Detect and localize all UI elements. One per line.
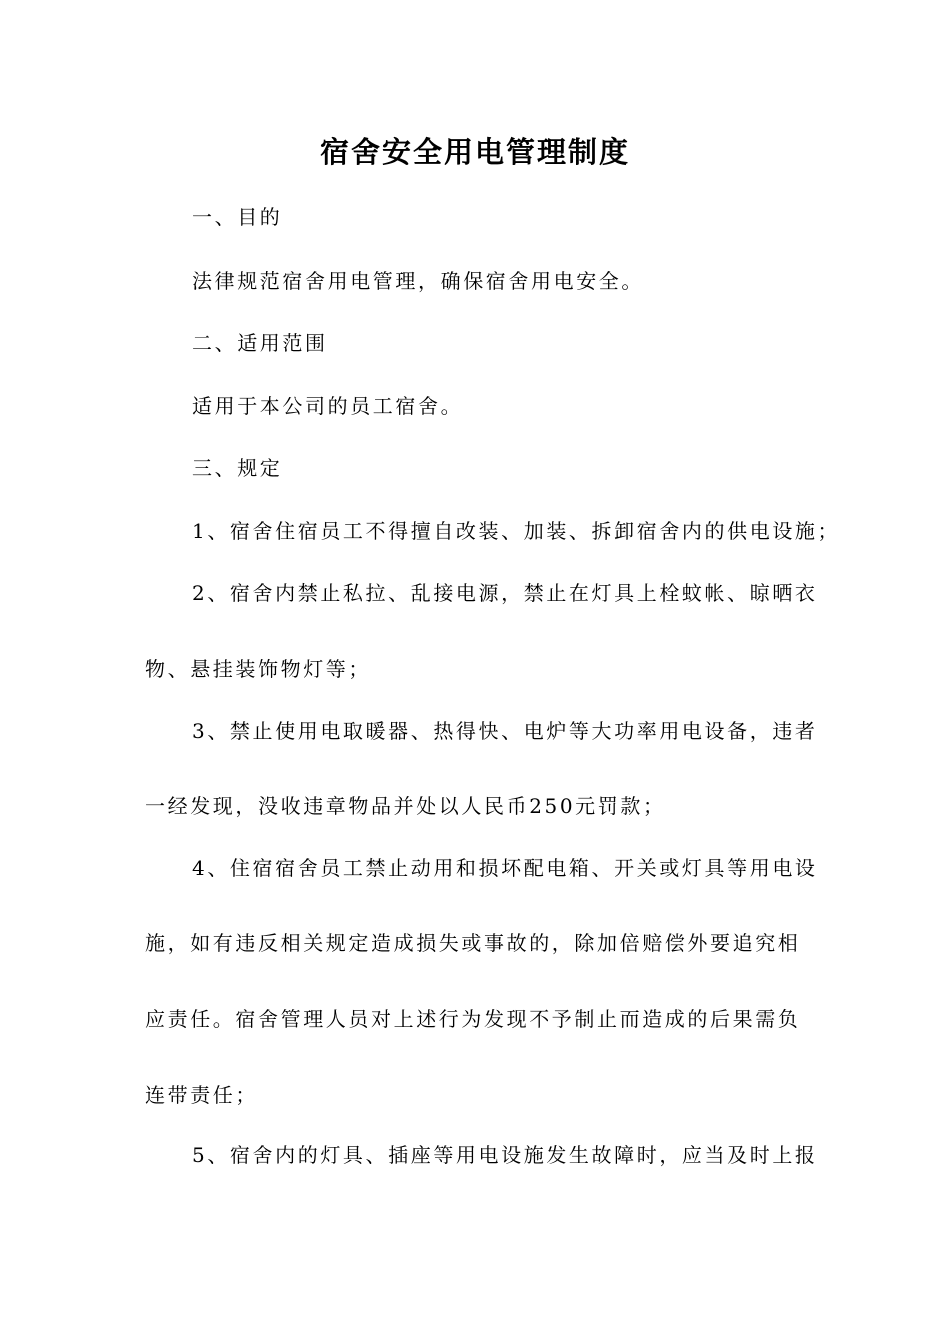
rule-3-line-1: 3、禁止使用电取暖器、热得快、电炉等大功率用电设备，违者 [192, 719, 818, 743]
rule-1-line-1: 1、宿舍住宿员工不得擅自改装、加装、拆卸宿舍内的供电设施； [192, 519, 841, 543]
paragraph-scope: 适用于本公司的员工宿舍。 [192, 394, 464, 418]
section-heading-rules: 三、规定 [192, 456, 283, 480]
rule-3-line-2: 一经发现，没收违章物品并处以人民币250元罚款； [145, 794, 666, 818]
paragraph-purpose: 法律规范宿舍用电管理，确保宿舍用电安全。 [192, 269, 644, 293]
document-title: 宿舍安全用电管理制度 [319, 135, 630, 169]
rule-2-line-1: 2、宿舍内禁止私拉、乱接电源，禁止在灯具上栓蚊帐、晾晒衣 [192, 581, 818, 605]
rule-5-line-1: 5、宿舍内的灯具、插座等用电设施发生故障时，应当及时上报 [192, 1143, 818, 1167]
rule-2-line-2: 物、悬挂装饰物灯等； [145, 657, 371, 681]
rule-4-line-3: 应责任。宿舍管理人员对上述行为发现不予制止而造成的后果需负 [145, 1007, 801, 1031]
section-heading-scope: 二、适用范围 [192, 331, 328, 355]
rule-4-line-1: 4、住宿宿舍员工禁止动用和损坏配电箱、开关或灯具等用电设 [192, 856, 818, 880]
section-heading-purpose: 一、目的 [192, 205, 283, 229]
rule-4-line-2: 施，如有违反相关规定造成损失或事故的，除加倍赔偿外要追究相 [145, 931, 801, 955]
rule-4-line-4: 连带责任； [145, 1083, 258, 1107]
